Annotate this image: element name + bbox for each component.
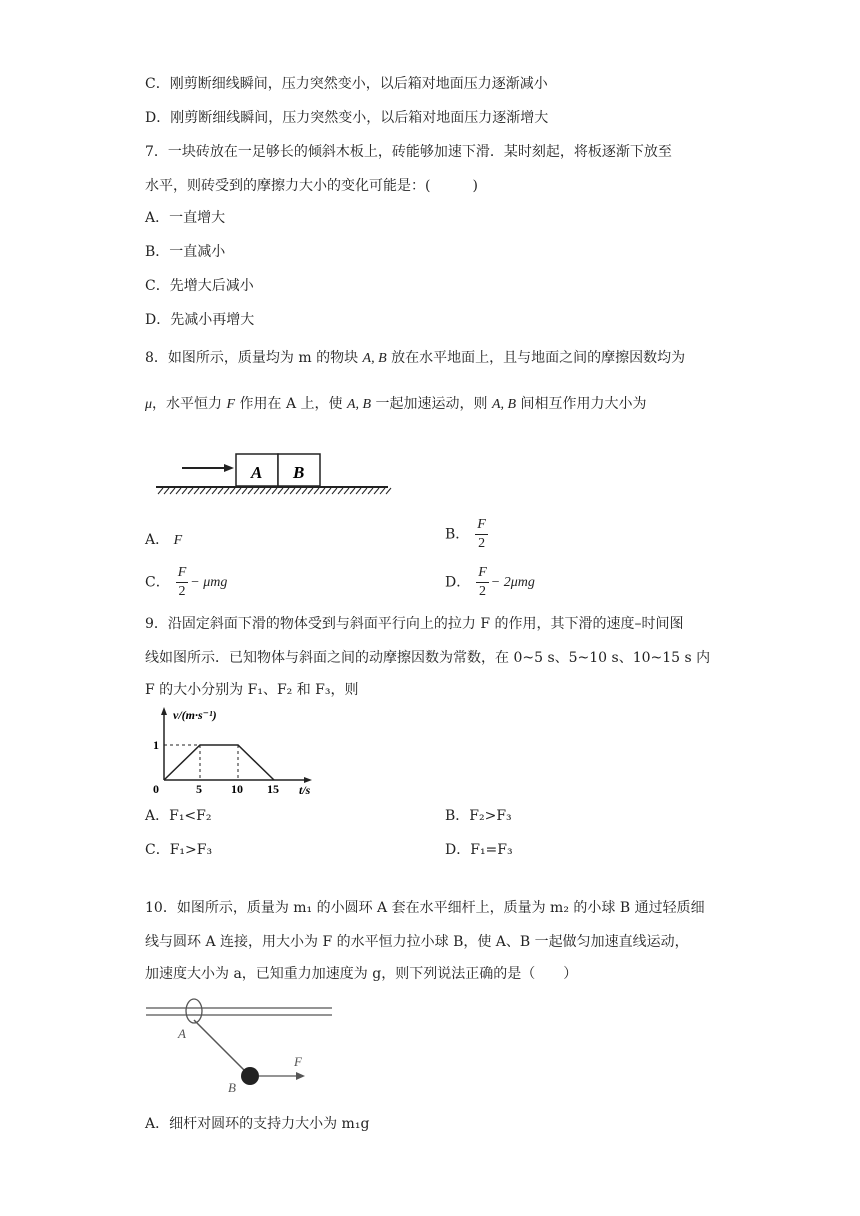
question-9-vt-graph	[142, 704, 322, 796]
ground-hatch-mark	[260, 488, 265, 494]
ground-hatch-mark	[302, 488, 307, 494]
ground-hatch-mark	[230, 488, 235, 494]
ground-hatch-mark	[386, 488, 391, 494]
question-6-option-d: D．刚剪断细线瞬间，压力突然变小，以后箱对地面压力逐渐增大	[145, 110, 549, 126]
block-a-label: A	[251, 463, 263, 482]
ground-hatch-mark	[188, 488, 193, 494]
question-7-stem-line2: 水平，则砖受到的摩擦力大小的变化可能是：( )	[145, 178, 478, 194]
ground-hatch-mark	[212, 488, 217, 494]
question-7-option-c: C．先增大后减小	[145, 278, 254, 294]
question-8-option-c: C． $\frac{F}{2}$ − μmg	[145, 565, 228, 599]
ground-hatch-mark	[236, 488, 241, 494]
ground-hatch-mark	[218, 488, 223, 494]
graph-x-tick-15: 15	[267, 782, 279, 796]
ground-hatch-mark	[374, 488, 379, 494]
question-8-figure	[150, 448, 395, 498]
ground-hatch-mark	[278, 488, 283, 494]
question-8-option-d: D． $\frac{F}{2}$ − 2μmg	[445, 565, 535, 599]
ground-hatch-mark	[368, 488, 373, 494]
ground-hatch-mark	[224, 488, 229, 494]
block-b-label: B	[293, 463, 305, 482]
question-6-option-c: C．刚剪断细线瞬间，压力突然变小，以后箱对地面压力逐渐减小	[145, 76, 548, 92]
question-7-option-d: D．先减小再增大	[145, 312, 255, 328]
question-8-option-a: A． F	[145, 532, 183, 548]
question-8-stem-line1: 8．如图所示，质量均为 m 的物块 A, B 放在水平地面上，且与地面之间的摩擦因数均为	[145, 350, 686, 366]
question-9-option-a: A．F₁<F₂	[145, 808, 212, 824]
ground-hatch-mark	[182, 488, 187, 494]
ring-a-label: A	[178, 1026, 186, 1041]
ground-hatch-mark	[380, 488, 385, 494]
graph-x-tick-10: 10	[231, 782, 243, 796]
ground-hatch-mark	[206, 488, 211, 494]
ground-hatch-mark	[296, 488, 301, 494]
ground-hatch-mark	[326, 488, 331, 494]
ground-hatch-mark	[158, 488, 163, 494]
question-7-option-b: B．一直减小	[145, 244, 226, 260]
question-7-stem-line1: 7．一块砖放在一足够长的倾斜木板上，砖能够加速下滑．某时刻起，将板逐渐下放至	[145, 144, 672, 160]
question-7-option-a: A．一直增大	[145, 210, 226, 226]
ground-hatch-mark	[194, 488, 199, 494]
ground-hatch-mark	[248, 488, 253, 494]
question-10-stem-line2: 线与圆环 A 连接，用大小为 F 的水平恒力拉小球 B，使 A、B 一起做匀加速直线运动，	[145, 934, 689, 950]
question-8-stem-line2: μ，水平恒力 F 作用在 A 上，使 A, B 一起加速运动，则 A, B 间相互作用力大小为	[145, 396, 647, 412]
question-10-figure	[144, 996, 336, 1094]
question-9-option-c: C．F₁>F₃	[145, 842, 213, 858]
graph-x-tick-5: 5	[196, 782, 202, 796]
question-9-stem-line2: 线如图所示．已知物体与斜面之间的动摩擦因数为常数，在 0~5 s、5~10 s、10~15 s 内	[145, 650, 711, 666]
ground-hatch-mark	[314, 488, 319, 494]
question-8-option-b: B． $\frac{F}{2}$	[445, 517, 486, 551]
ground-hatch-mark	[308, 488, 313, 494]
ground-hatch-mark	[164, 488, 169, 494]
ground-hatch-mark	[284, 488, 289, 494]
graph-origin: 0	[153, 782, 159, 796]
question-9-option-b: B．F₂>F₃	[445, 808, 512, 824]
ground-hatch-mark	[320, 488, 325, 494]
question-10-stem-line3: 加速度大小为 a，已知重力加速度为 g，则下列说法正确的是（ ）	[145, 966, 578, 982]
ground-hatch-mark	[242, 488, 247, 494]
graph-y-tick-1: 1	[153, 738, 159, 752]
ground-hatch-mark	[338, 488, 343, 494]
ground-hatch-mark	[170, 488, 175, 494]
ball-b-label: B	[228, 1080, 236, 1094]
ground-hatch-mark	[356, 488, 361, 494]
graph-x-label: t/s	[299, 783, 311, 796]
ground-hatch-mark	[332, 488, 337, 494]
graph-y-label: v/(m·s⁻¹)	[173, 708, 217, 722]
ground-hatch-mark	[362, 488, 367, 494]
ground-hatch-mark	[266, 488, 271, 494]
ground-hatch-mark	[272, 488, 277, 494]
ground-hatch-mark	[254, 488, 259, 494]
question-10-stem-line1: 10．如图所示，质量为 m₁ 的小圆环 A 套在水平细杆上，质量为 m₂ 的小球 B 通过轻质细	[145, 900, 705, 916]
ground-hatch-mark	[344, 488, 349, 494]
question-9-option-d: D．F₁=F₃	[445, 842, 513, 858]
question-9-stem-line1: 9．沿固定斜面下滑的物体受到与斜面平行向上的拉力 F 的作用，其下滑的速度–时间图	[145, 616, 684, 632]
question-10-option-a: A．细杆对圆环的支持力大小为 m₁g	[145, 1116, 370, 1132]
ground-hatch-mark	[290, 488, 295, 494]
ground-hatch-mark	[200, 488, 205, 494]
force-f-label: F	[294, 1054, 302, 1069]
question-9-stem-line3: F 的大小分别为 F₁、F₂ 和 F₃，则	[145, 682, 359, 698]
ground-hatch-mark	[176, 488, 181, 494]
ground-hatch-mark	[350, 488, 355, 494]
